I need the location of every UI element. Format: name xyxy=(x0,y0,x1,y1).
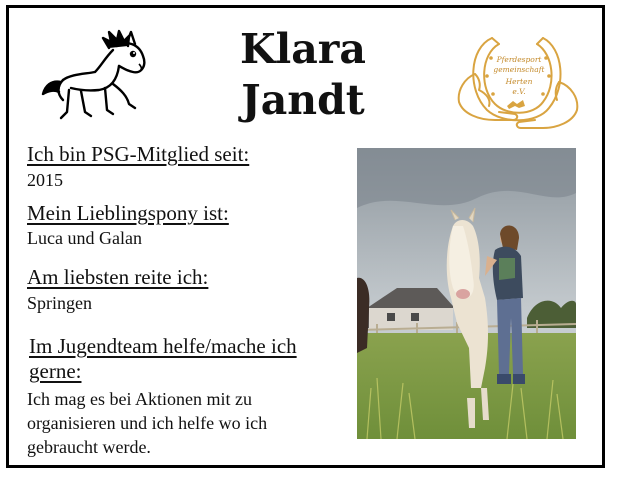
pony-drawing-icon xyxy=(39,28,149,128)
logo-line-4: e.V. xyxy=(512,87,526,96)
question-favorite-discipline: Am liebsten reite ich: xyxy=(27,265,209,289)
question-favorite-pony: Mein Lieblingspony ist: xyxy=(27,201,229,225)
logo-line-2: gemeinschaft xyxy=(493,65,545,74)
question-youth-team-line-1: Im Jugendteam helfe/mache ich xyxy=(29,334,297,358)
answer-youth-team-line-1: Ich mag es bei Aktionen mit zu xyxy=(27,389,252,409)
name-line-1: Klara xyxy=(240,25,366,73)
member-name xyxy=(223,24,383,126)
question-youth-team-line-2: gerne: xyxy=(29,359,82,383)
answer-youth-team-line-2: organisieren und ich helfe wo ich xyxy=(27,413,268,433)
logo-line-1: Pferdesport xyxy=(496,55,542,64)
question-member-since: Ich bin PSG-Mitglied seit: xyxy=(27,142,250,166)
answer-favorite-pony: Luca und Galan xyxy=(27,228,142,248)
logo-line-3: Herten xyxy=(505,77,533,86)
name-line-2: Jandt xyxy=(241,76,365,124)
profile-card xyxy=(6,5,605,468)
member-photo xyxy=(357,148,576,439)
answer-youth-team-line-3: gebraucht werde. xyxy=(27,437,151,457)
answer-favorite-discipline: Springen xyxy=(27,293,92,313)
club-logo xyxy=(447,28,589,136)
answer-member-since: 2015 xyxy=(27,170,63,190)
